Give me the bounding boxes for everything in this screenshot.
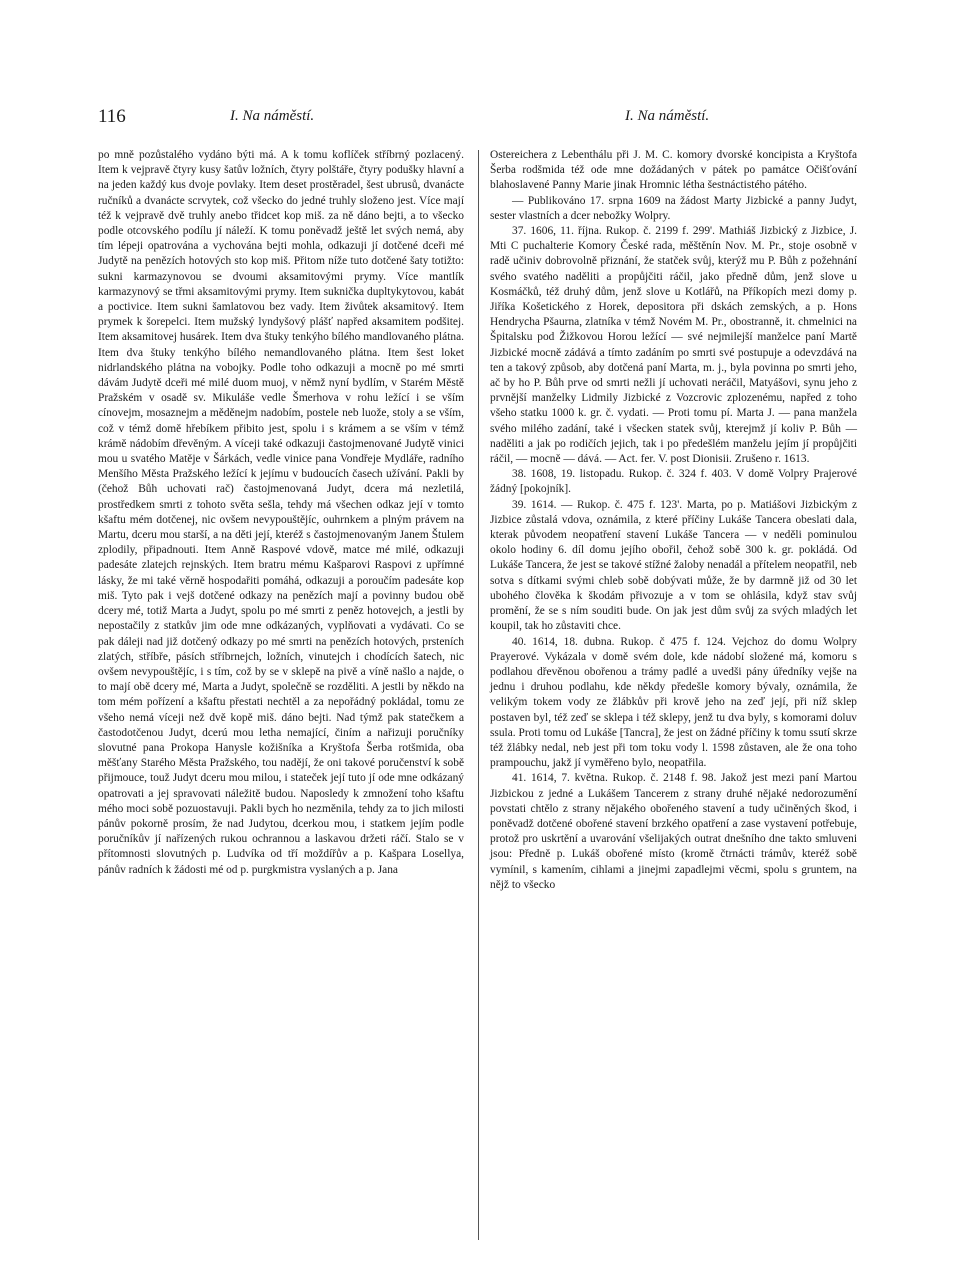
entry-39: 39. 1614. — Rukop. č. 475 f. 123'. Marta, po p. Matiášovi Jizbickým z Jizbice zůstalá vdova, oznámila, z které příčiny Lukáše Tancera obeslati dala, kterak původem neopatření stavení Lukáše Tancera — v neděli pominulou okolo hodiny 6. díl domu jejího obořil, čehož sobě 300 k. gr. pokládá. Od Lukáše Tancera, že jest se takové stížné žaloby nenadál a přítelem neopatřil, neb sotva s dítkami svými chleb sobě dobývati může, že by darmně již od 30 let ubohého člověka k škodám přivozuje a v tom se ohlásila, když stav svůj promění, že se s ním souditi bude. On jak jest dům svůj za svých mladých let koupil, tak ho zůstaviti chce. [490,498,857,633]
left-column [98,148,464,878]
left-column-text: po mně pozůstalého vydáno býti má. A k tomu koflíček stříbrný pozlacený. Item k vejpravě čtyry kusy šatův ložních, čtyry polštáře, čtyry podušky hlavní a na jeden každý kus dvoje povlaky. Item deset prostěradel, šest ubrusů, dvanácte ručníků a dvanácte scrvytek, což všecko do jedné truhly složeno jest. Více mají též k vejpravě dvě truhly anebo třidcet kop miš. za ně dáno bejti, a to všecko podle otcovského podílu jí náleží. K tomu poněvadž ještě let svých nemá, aby tím lépeji opatrována a vychována bejti mohla, odkazuji jí dotčené dceři mé Judytě na penězích hotových sto kop miš. Přitom níže tuto dotčené šaty totižto: sukni karmazynovou se dvoumi aksamitovými prymy. Více mantlík karmazynový se třmi aksamitovými prymy. Item suknička dupltykytovou, kabát a poctivice. Item sukni šamlatovou bez vady. Item živůtek aksamitový. Item prymek k šorepelci. Item mužský lyndyšový plášť napřed aksamitem podšitej. Item aksamitovej husárek. Item dva štuky tenkýho bílého mandlovaného plátna. Item dva štuky tenkýho bílého nemandlovaného plátna. Item šest loket nidrlandského plátna na vobojky. Podle toho odkazuji a mocně po mé smrti dávám Judytě dceři mé milé duom muoj, v němž nyní bydlím, v Starém Městě Pražském v osadě sv. Mikuláše vedle Šmerhova v rohu ležící i se vším cínovejm, mosaznejm a měděnejm nadobím, postele neb luože, stoly a se vším, což v témž domě hřebíkem přibito jest, spolu i s krámem a se vším v témž krámě nádobím dřevěným. A víceji také odkazuji častojmenované Judytě vinici mou u svatého Matěje v Šárkách, vedle vinice pana Vondřeje Mydláře, radního Menšího Města Pražského ležící k jejímu v budoucích časech užívání. Pakli by (čehož Bůh uchovati rač) častojmenovaná Judyt, dcera má nezletilá, prostředkem smrti z tohoto světa sešla, tehdy má všechen odkaz její v tomto kšaftu mém dotčenej, nic ovšem nevypouštějíc, ouhrnkem a plným právem na Martu, dceru mou starší, a na děti její, kteréž s častojmenovaným Janem Štulem zplodily, připadnouti. Item Anně Raspové vdově, matce mé milé, odkazuji padesáte zlatejch rejnských. Item bratru mému Kašparovi Raspovi z upřímné lásky, že mi také věrně hospodařiti pomáhá, odkazuji a poroučím padesáte kop miš. Tyto pak i vejš dotčené odkazy na penězích mají a povinny budou obě dcery mé, totiž Marta a Judyt, spolu po mé smrti z peněz hotovejch, a jestli by nepostačily z statkův jim ode mne odkázaných, vyplňovati a vydávati. Co se pak dáleji nad již dotčený odkazy po mé smrti na penězích hotových, prsteních zlatých, stříbře, pásích stříbrnejch, ložních, vinutejch i chodících šatech, nic ovšem nevypouštějíc, i s tím, což by se v sklepě na pivě a víně našlo a najde, o to mají obě dcery mé, Marta a Judyt, společně se rozděliti. A jestli by někdo na tom mém pořízení a kšaftu přestati nechtěl a za nepořádný pokládal, tomu ze všeho nemá víceji než dvě kopě miš. dáno bejti. Nad týmž pak statečkem a častodotčenou Judyt, dcerú mou letha nemající, činím a nařizuji poručníky slovutné pana Prokopa Hanysle kožišníka a Kryštofa Šerba rotšmida, oba měšťany Starého Města Pražského, tou nadějí, že oni takové poručenství k sobě přijmouce, touž Judyt dceru mou milou, i stateček její tuto jí ode mne odkázaný opatrovati a jej spravovati náležitě budou. Naposledy k zmnožení toho kšaftu mého moci sobě pozuostavuji. Pakli bych ho nezměnila, tehdy za to jich milosti pánův pokorně prosím, že nad Judytou, dcerkou mou, i statkem jejím podle poručníkův jí nařízených rukou ochrannou a laskavou držeti ráčí. Stalo se v přítomnosti slovutných p. Ludvíka od tří moždířův a p. Kašpara Losellya, pánův radních k žádosti mé od p. purgkmistra vyslaných a p. Jana [98,149,464,876]
continued-text: Ostereichera z Lebenthálu při J. M. C. komory dvorské koncipista a Kryštofa Šerba rodšmida též ode mne dožádaných v pátek po památce Očišťování blahoslavené Panny Marie jinak Hromnic létha šestnáctistého pátého. [490,149,857,192]
entry-38: 38. 1608, 19. listopadu. Rukop. č. 324 f. 403. V domě Volpry Prajerové žádný [pokojník]. [490,468,857,496]
entry-37: 37. 1606, 11. října. Rukop. č. 2199 f. 299'. Mathiáš Jizbický z Jizbice, J. Mti C puchalterie Komory České rada, měštěnín Nov. M. Pr., stoje osobně v radě učiniv dobrovolně přiznání, že statček svůj, kterýž mu P. Bůh z požehnání svého svatého naděliti a propůjčiti ráčil, jako předně dům, jenž slove u Kosmáčků, též druhý dům, jenž slove u Kotlářů, na Příkopích mezi domy p. Jiříka Košetického z Horek, depositora při dskách zemských, a p. Hons Hendrycha Pšaurna, zlatníka v témž Novém M. Pr., obostranně, it. chmelnici na Špitalsku pod Žižkovou Horou ležící — své nejmilejší manželce paní Martě Jizbické mocně zádává a tímto zadáním po smrti své postupuje a odevzdává na ten a takový způsob, aby dotčená paní Marta, m. j., byla povinna po smrti jeho, ač by ho P. Bůh prve od smrti nežli jí uchovati neráčil, Matyášovi, synu jeho z prvnější manželky Lidmily Jizbické z Vozcrovic zplozenému, napřed z toho všeho statku 1000 k. gr. č. vydati. — Proti tomu pí. Marta J. — pana manžela svého milého zadání, také i všecken statek svůj, kterejmž jí koliv P. Bůh — naděliti a jak po rodičích jejich, tak i po předešlém manželu jejím jí propůjčiti ráčil, — mocně — dává. — Act. fer. V. post Dionisii. Zrušeno r. 1613. [490,225,857,466]
running-title-left: I. Na náměstí. [230,108,315,124]
page-header [0,98,960,138]
entry-41: 41. 1614, 7. května. Rukop. č. 2148 f. 98. Jakož jest mezi paní Martou Jizbickou z jedné a Lukášem Tancerem z strany druhé nějaké nedorozumění povstati chtělo z strany nějakého obořeného stavení a tudy učiněných škod, i poněvadž dotčené obořené stavení brzkého opatření a zase vystavení potřebuje, protož pro uskrtění a uvarování všelijakých outrat dnešního dne takto smluveni jsou: Předně p. Lukáš obořené místo (kromě čtrnácti trámův, kteréž sobě vymínil, s kamením, cihlami a jinejmi zapadlejmi věcmi, spolu s gruntem, na nějž to všecko [490,772,857,891]
page-number: 116 [98,106,126,127]
column-divider [478,150,479,1240]
running-title-right: I. Na náměstí. [625,108,710,124]
right-column [490,148,857,893]
publication-note: — Publikováno 17. srpna 1609 na žádost Marty Jizbické a panny Judyt, sester vlastních a dcer nebožky Wolpry. [490,194,857,222]
entry-40: 40. 1614, 18. dubna. Rukop. č 475 f. 124. Vejchoz do domu Wolpry Prayerové. Vykázala v domě svém dole, kde nádobí složené má, komoru s podlahou dřevěnou obořenou a trámy padlé a uvedši pány úředníky vejše na jednu i druhou podlahu, kde někdy předešle komory bývaly, oznámila, že velikým tokem vody ze žlábkův při krově jeho na zeď její, při níž sklep postaven byl, též zeď se sklepa i též sklepy, jenž tu dva byly, s komorami doluv ssula. Proti tomu od Lukáše [Tancra], že jest on žádné příčiny k tomu ssutí skrze též žlábky nedal, neb jest při tom toku vody l. 1598 zůstaven, ale že ona toho prampouchu, jakž jí vyměřeno bylo, neopatřila. [490,635,857,770]
